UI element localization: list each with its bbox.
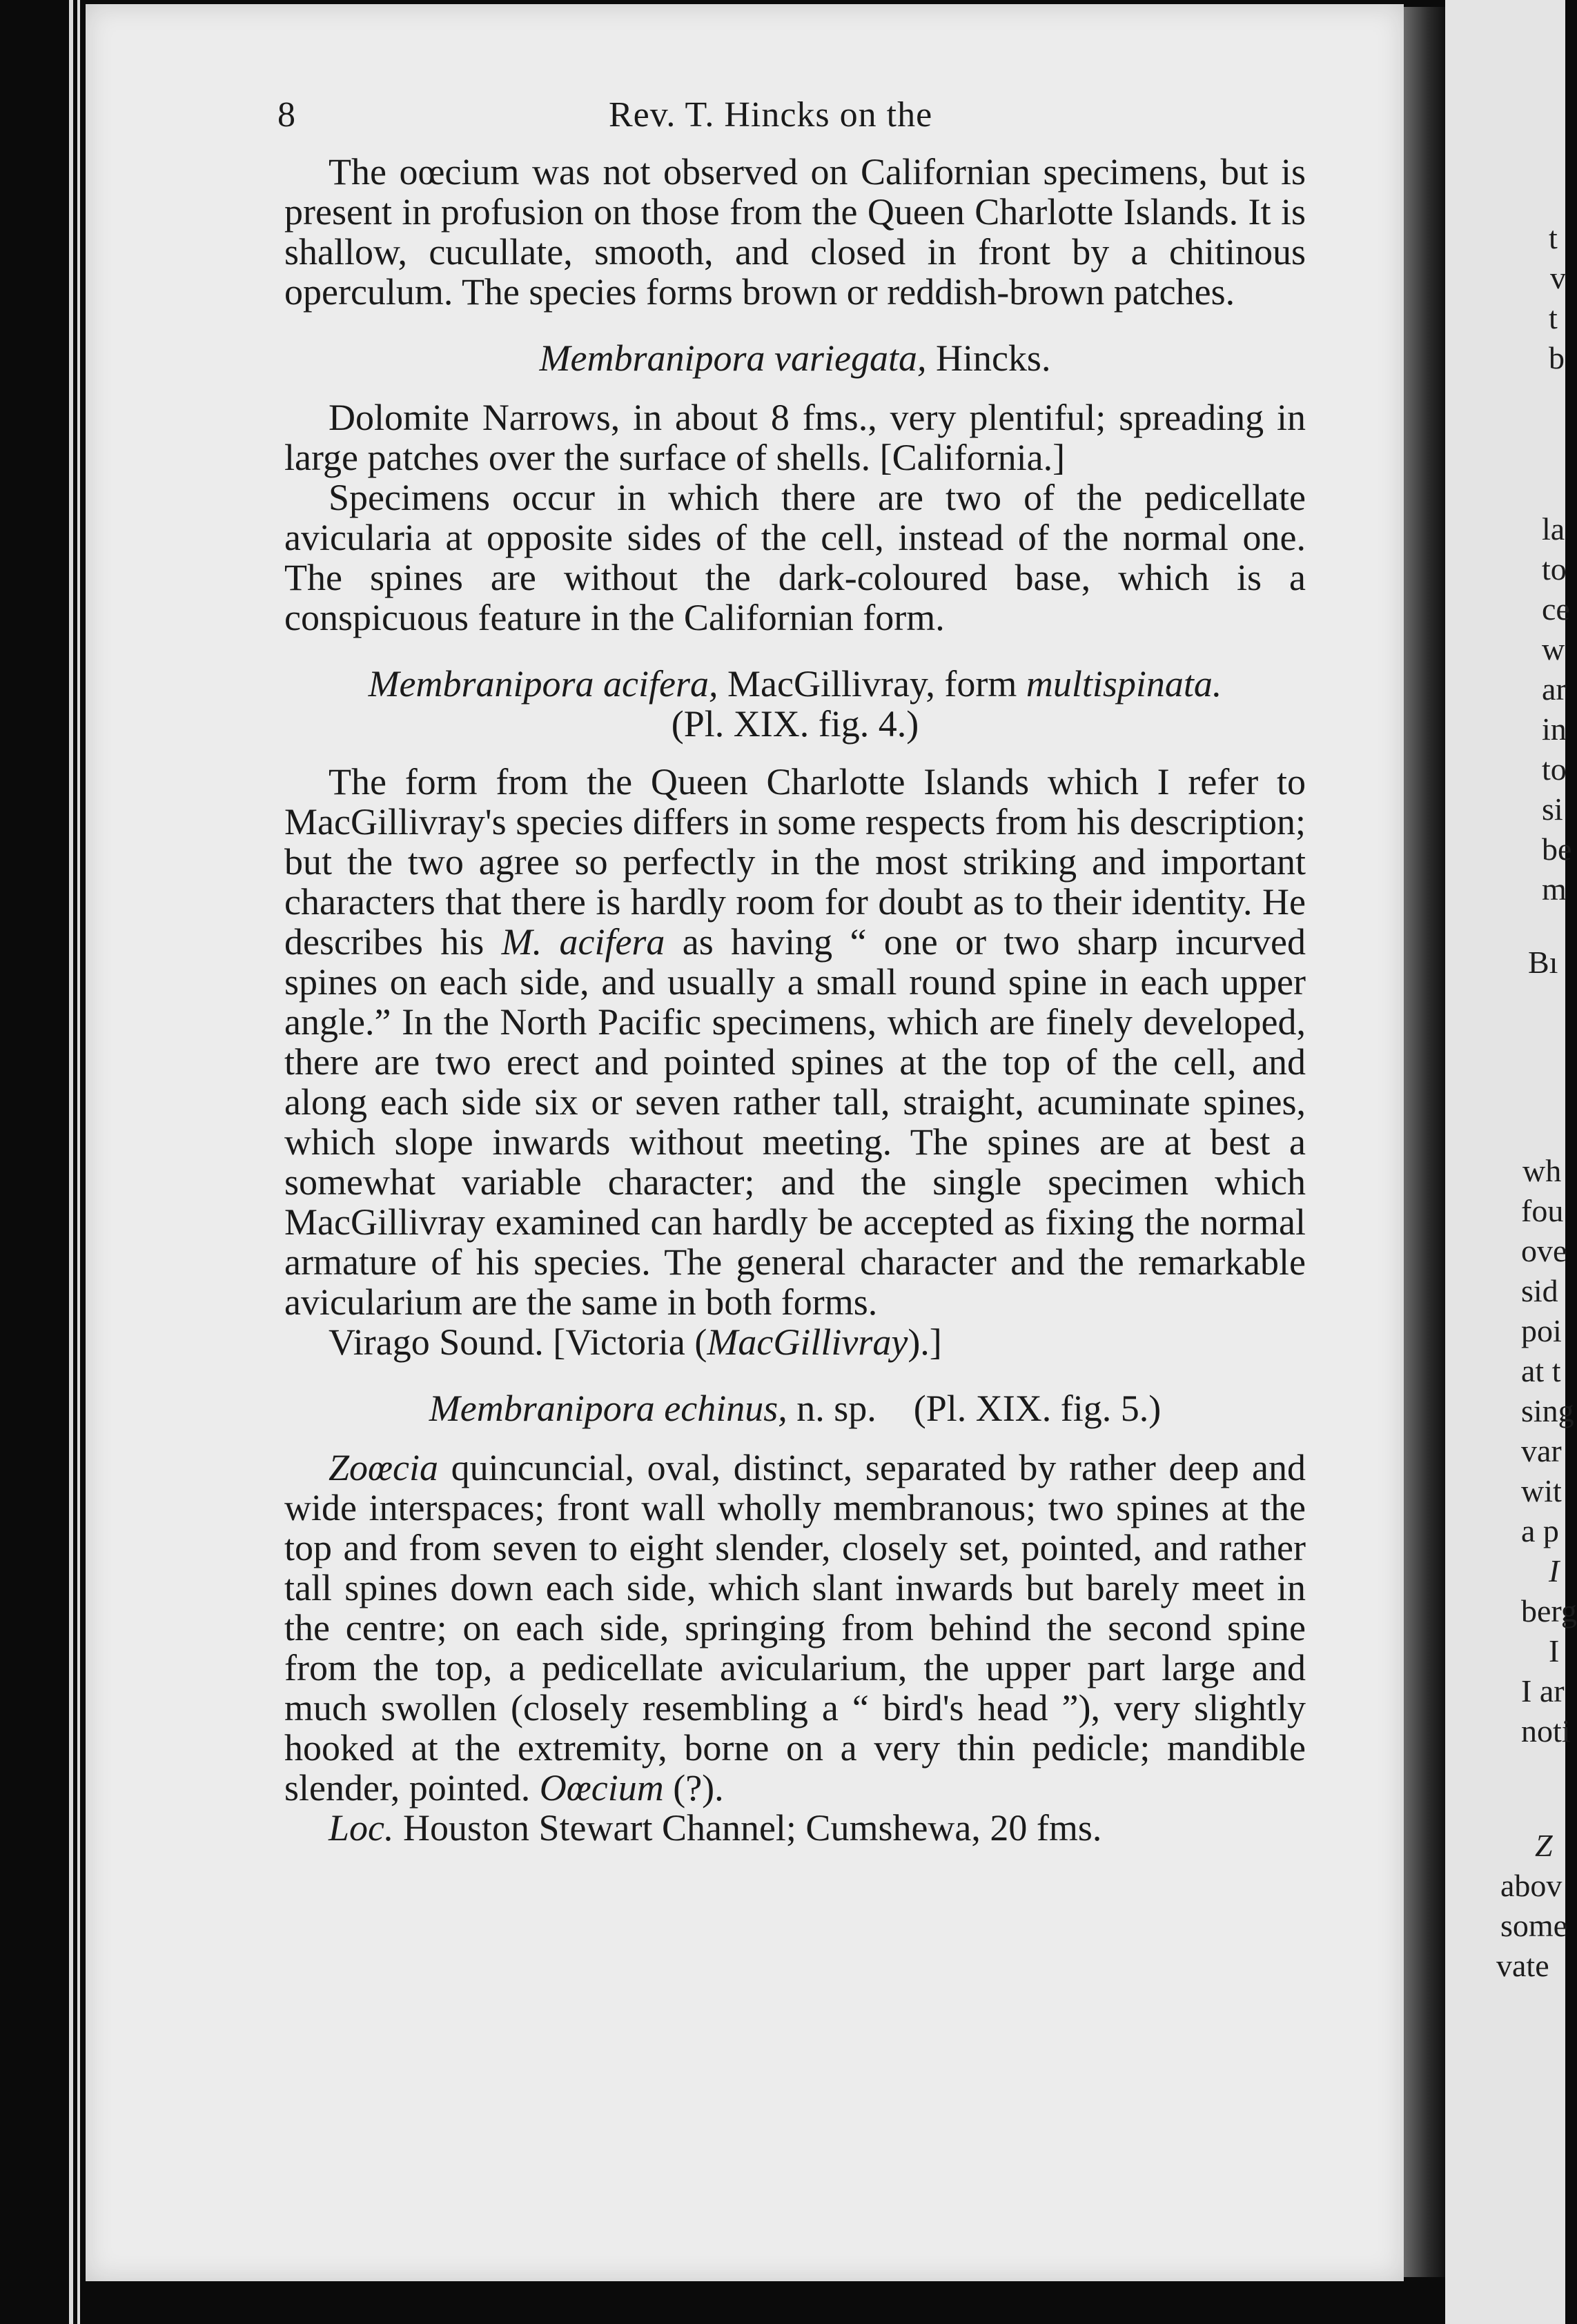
- adjacent-fragment: in: [1542, 711, 1567, 747]
- adjacent-page: [1445, 0, 1577, 2324]
- text-run: Houston Stewart Channel; Cumshewa, 20 fms.: [393, 1807, 1102, 1849]
- term-inline: Oœcium: [539, 1767, 664, 1809]
- adjacent-fragment: t: [1549, 300, 1558, 335]
- species-form: multispinata.: [1026, 663, 1222, 705]
- adjacent-fragment: t: [1549, 220, 1558, 255]
- text-run: quincuncial, oval, distinct, separated by rather deep and wide interspaces; front wall wholly membranous; two spines at the top and from seven to eight slender, closely set, pointed, and rather tall spines down each side, which slant inwards but barely meet in the centre; on each side, springing from behind the second spine from the top, a pedicellate avicularium, the upper part large and much swollen (closely resembling a “ bird's head ”), very slightly hooked at the extremity, borne on a very thin pedicle; mandible slender, pointed.: [284, 1447, 1306, 1809]
- paragraph: Dolomite Narrows, in about 8 fms., very plentiful; spreading in large patches over the surface of shells. [California.]: [284, 397, 1306, 478]
- page-number: 8: [277, 95, 295, 135]
- adjacent-fragment: ar: [1542, 671, 1567, 707]
- page-content: [277, 90, 1306, 1849]
- adjacent-fragment: abov: [1500, 1868, 1563, 1903]
- species-author: n. sp.: [787, 1388, 876, 1429]
- plate-reference: (Pl. XIX. fig. 4.): [671, 703, 919, 745]
- page-header: [277, 90, 1306, 152]
- adjacent-fragment: wit: [1521, 1473, 1562, 1508]
- adjacent-fragment: wh: [1522, 1153, 1562, 1188]
- paragraph: [284, 1448, 1306, 1808]
- adjacent-fragment: at t: [1521, 1353, 1561, 1388]
- adjacent-fragment: Bı: [1528, 945, 1558, 980]
- text-run: Virago Sound. [Victoria (: [329, 1321, 707, 1363]
- paragraph: [284, 1322, 1306, 1362]
- adjacent-fragment: berg: [1521, 1593, 1577, 1628]
- paragraph: [284, 762, 1306, 1322]
- text-run: as having “ one or two sharp incurved spines on each side, and usually a small round spine in each upper angle.” In the North Pacific specimens, which are finely developed, there are two erect and pointed spines at the top of the cell, and along each side six or seven rather tall, straight, acuminate spines, which slope inwards without meeting. The spines are at best a somewhat variable character; and the single specimen which MacGillivray examined can hardly be accepted as fixing the normal armature of his species. The general character and the remarkable avicularium are the same in both forms.: [284, 921, 1306, 1323]
- species-heading: [284, 1388, 1306, 1428]
- adjacent-fragment: w: [1542, 631, 1565, 667]
- page-gutter: [1404, 7, 1445, 2277]
- text-run: The form from the Queen Charlotte Islands which I refer to MacGillivray's species differs in some respects from his description; but the two agree so perfectly in the most striking and important characters that there is hardly room for doubt as to their identity. He describes his: [284, 761, 1306, 963]
- paragraph: Specimens occur in which there are two of the pedicellate avicularia at opposite sides of the cell, instead of the normal one. The spines are without the dark-coloured base, which is a conspicuous feature in the Californian form.: [284, 477, 1306, 638]
- adjacent-fragment: sid: [1521, 1273, 1558, 1308]
- adjacent-fragment: noti: [1521, 1713, 1571, 1749]
- author-inline: MacGillivray: [707, 1321, 908, 1363]
- species-author: MacGillivray, form: [718, 663, 1026, 705]
- scan-border-left-2: [77, 0, 80, 2324]
- adjacent-fragment: b: [1549, 340, 1565, 375]
- adjacent-fragment: sing: [1521, 1393, 1574, 1428]
- adjacent-fragment: v: [1550, 260, 1566, 295]
- paragraph: The oœcium was not observed on Californian specimens, but is present in profusion on those from the Queen Charlotte Islands. It is shallow, cucullate, smooth, and closed in front by a chitinous operculum. The species forms brown or reddish-brown patches.: [284, 151, 1306, 313]
- plate-reference: (Pl. XIX. fig. 5.): [913, 1388, 1162, 1429]
- adjacent-fragment: a p: [1521, 1513, 1559, 1548]
- adjacent-fragment: to: [1542, 751, 1567, 787]
- adjacent-fragment: to: [1542, 551, 1567, 587]
- adjacent-fragment: poi: [1521, 1313, 1562, 1348]
- adjacent-fragment: fou: [1521, 1193, 1564, 1228]
- species-name: Membranipora acifera,: [368, 663, 718, 705]
- adjacent-fragment: vate: [1496, 1948, 1549, 1983]
- adjacent-fragment: la: [1542, 511, 1565, 546]
- adjacent-fragment: I ar: [1521, 1673, 1565, 1708]
- adjacent-fragment: I: [1549, 1633, 1560, 1668]
- species-name: Membranipora echinus,: [429, 1388, 787, 1429]
- term-inline: Zoœcia: [329, 1447, 439, 1488]
- species-heading: [284, 338, 1306, 378]
- species-heading: [284, 664, 1306, 704]
- adjacent-fragment: si: [1542, 791, 1563, 827]
- adjacent-fragment: be: [1542, 831, 1572, 867]
- adjacent-fragment: m: [1542, 872, 1567, 907]
- species-author: Hincks.: [926, 337, 1051, 379]
- species-name-inline: M. acifera: [501, 921, 665, 963]
- text-run: ).]: [908, 1321, 942, 1363]
- adjacent-fragment: some: [1500, 1908, 1568, 1943]
- text-run: (?).: [663, 1767, 724, 1809]
- adjacent-fragment: Z: [1535, 1828, 1553, 1863]
- adjacent-fragment: var: [1521, 1433, 1562, 1468]
- adjacent-fragment: ce: [1542, 591, 1570, 627]
- species-name: Membranipora variegata,: [539, 337, 927, 379]
- scan-border-left: [69, 0, 73, 2324]
- adjacent-fragment: ove: [1521, 1233, 1567, 1268]
- paragraph: [284, 1808, 1306, 1848]
- running-title: Rev. T. Hincks on the: [609, 95, 933, 135]
- adjacent-fragment: I: [1549, 1553, 1560, 1588]
- term-inline: Loc.: [329, 1807, 394, 1849]
